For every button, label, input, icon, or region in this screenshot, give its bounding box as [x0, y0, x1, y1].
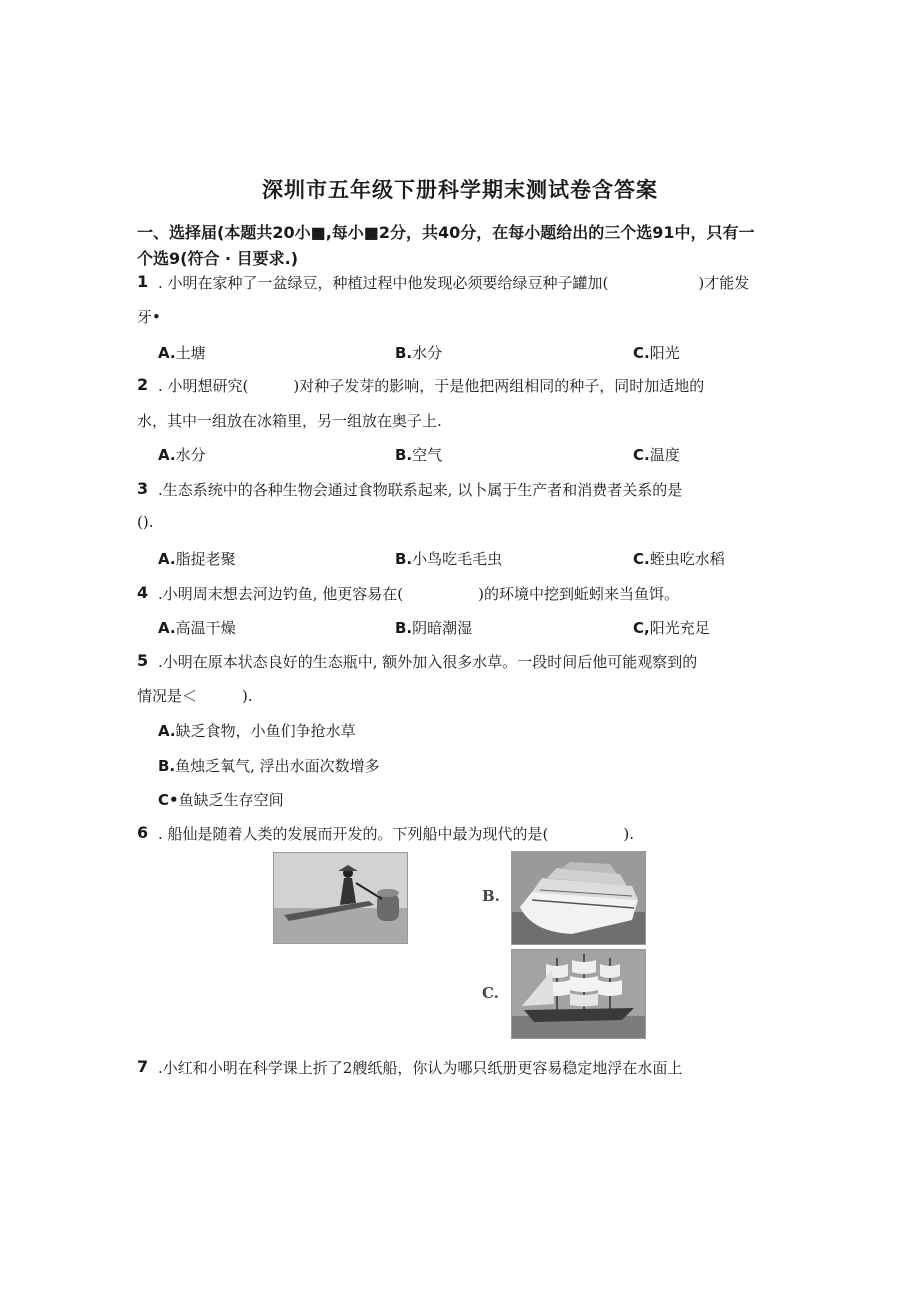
- section-heading-line2: 个选9(符合 · 目要求.): [137, 249, 299, 268]
- question-text: .小明在原本状态良好的生态瓶中, 额外加入很多水草。一段时间后他可能观察到的: [158, 653, 698, 671]
- question-number: 3: [137, 479, 149, 498]
- option-a: A.水分: [158, 446, 206, 464]
- question-number: 6: [137, 823, 149, 842]
- question-text: . 小明在家种了一盆绿豆，种植过程中他发现必须要给绿豆种子罐加( )才能发: [158, 274, 750, 292]
- page-title: 深圳市五年级下册科学期末测试卷含答案: [262, 178, 658, 202]
- option-b: B.水分: [395, 344, 443, 362]
- option-b: B.阴暗潮湿: [395, 619, 473, 637]
- question-text: . 小明想研究( )对种子发芽的影响，于是他把两组相同的种子，同时加适地的: [158, 377, 705, 395]
- option-c: C,阳光充足: [633, 619, 710, 637]
- question-number: 2: [137, 375, 149, 394]
- question-number: 5: [137, 651, 149, 670]
- ship-image-a: [273, 852, 408, 944]
- option-a: A.缺乏食物，小鱼们争抢水草: [158, 722, 356, 740]
- question-text-cont: 情况是＜ ).: [137, 687, 253, 705]
- ship-image-b: [511, 851, 646, 945]
- image-label-b: B.: [482, 887, 500, 905]
- option-b: B.鱼烛乏氧气, 浮出水面次数增多: [158, 757, 380, 775]
- option-c: C.温度: [633, 446, 680, 464]
- question-text-cont: ().: [137, 513, 154, 531]
- option-c: C.阳光: [633, 344, 680, 362]
- question-text-cont: 牙•: [137, 308, 161, 326]
- option-a: A.高温干燥: [158, 619, 236, 637]
- option-c: C•鱼缺乏生存空间: [158, 791, 284, 809]
- question-text: .生态系统中的各种生物会通过食物联系起来, 以卜属于生产者和消费者关系的是: [158, 481, 683, 499]
- question-number: 4: [137, 583, 149, 602]
- question-text: . 船仙是随着人类的发展而开发的。下列船中最为现代的是( ).: [158, 825, 635, 843]
- option-c: C.蛭虫吃水稻: [633, 550, 725, 568]
- image-label-c: C.: [482, 984, 499, 1002]
- option-a: A.脂捉老聚: [158, 550, 236, 568]
- section-heading-line1: 一、选择届(本题共20小■,每小■2分，共40分，在每小题给出的三个选91中，只有一: [137, 223, 755, 242]
- ship-image-c: [511, 949, 646, 1039]
- question-text: .小红和小明在科学课上折了2艘纸船，你认为哪只纸册更容易稳定地浮在水面上: [158, 1059, 683, 1077]
- question-text: .小明周末想去河边钓鱼, 他更容易在( )的环境中挖到蚯蚓来当鱼饵。: [158, 585, 680, 603]
- option-b: B.空气: [395, 446, 443, 464]
- option-b: B.小鸟吃毛毛虫: [395, 550, 503, 568]
- question-number: 1: [137, 272, 149, 291]
- question-number: 7: [137, 1057, 149, 1076]
- question-text-cont: 水，其中一组放在冰箱里，另一组放在奥子上.: [137, 412, 442, 430]
- option-a: A.土塘: [158, 344, 206, 362]
